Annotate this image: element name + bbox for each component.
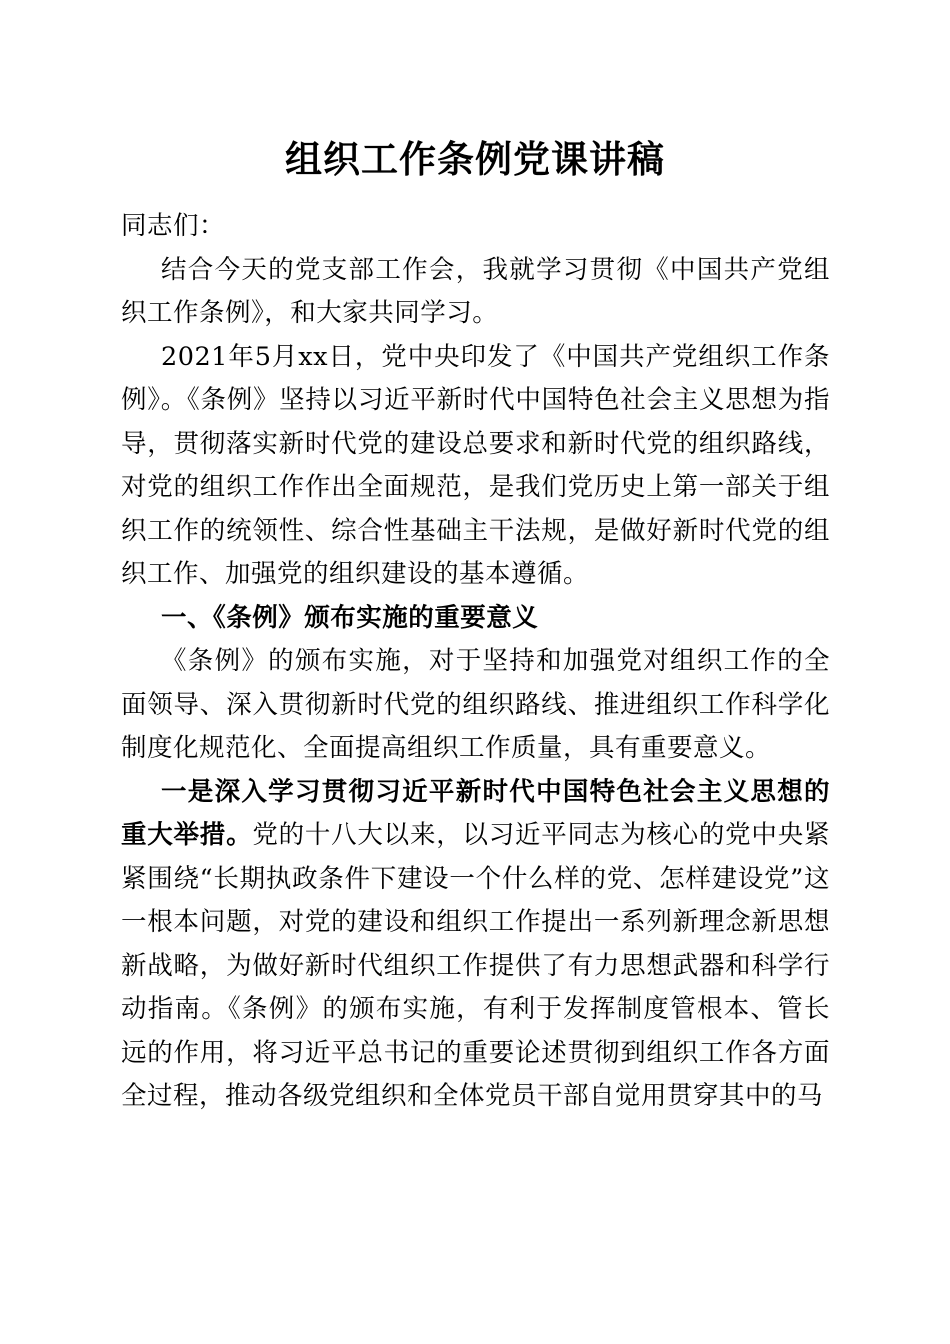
point-one-body: 党的十八大以来，以习近平同志为核心的党中央紧紧围绕“长期执政条件下建设一个什么样的党、怎样建设党”这一根本问题，对党的建设和组织工作提出一系列新理念新思想新战略，为做好新时代组织工作提供了有力思想武器和科学行动指南。《条例》的颁布实施，有利于发挥制度管根本、管长远的作用，将习近平总书记的重要论述贯彻到组织工作各方面全过程，推动各级党组织和全体党员干部自觉用贯穿其中的马 bbox=[121, 820, 830, 1111]
document-title: 组织工作条例党课讲稿 bbox=[285, 137, 665, 181]
section-intro-paragraph: 《条例》的颁布实施，对于坚持和加强党对组织工作的全面领导、深入贯彻新时代党的组织路线、推进组织工作科学化制度化规范化、全面提高组织工作质量，具有重要意义。 bbox=[121, 646, 830, 763]
document-body bbox=[121, 205, 830, 1119]
point-one-paragraph bbox=[121, 771, 830, 1119]
intro-paragraph: 结合今天的党支部工作会，我就学习贯彻《中国共产党组织工作条例》，和大家共同学习。 bbox=[121, 254, 830, 328]
salutation: 同志们： bbox=[121, 211, 226, 241]
background-paragraph: 2021年5月xx日，党中央印发了《中国共产党组织工作条例》。《条例》坚持以习近平新时代中国特色社会主义思想为指导，贯彻落实新时代党的建设总要求和新时代党的组织路线，对党的组织工作作出全面规范，是我们党历史上第一部关于组织工作的统领性、综合性基础主干法规，是做好新时代党的组织工作、加强党的组织建设的基本遵循。 bbox=[121, 341, 830, 589]
point-one-lead: 一是深入学习贯彻习近平新时代中国特色社会主义思想的重大举措。 bbox=[121, 776, 830, 850]
section-heading: 一、《条例》颁布实施的重要意义 bbox=[161, 602, 539, 633]
